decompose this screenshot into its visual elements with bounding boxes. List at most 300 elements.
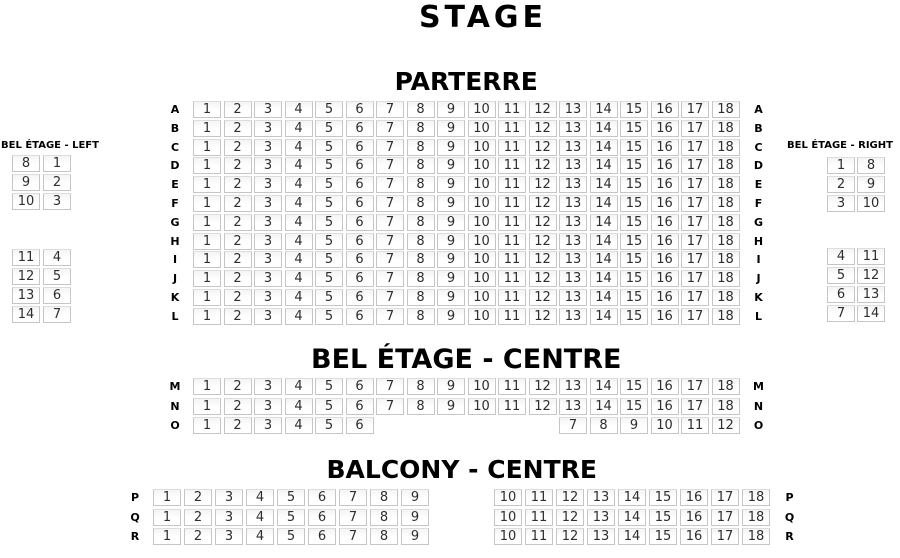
seat-q-17[interactable]: 17 (711, 509, 739, 526)
seat-m-10[interactable]: 10 (468, 378, 496, 395)
seat-n-7[interactable]: 7 (376, 398, 404, 415)
seat-r-13[interactable]: 13 (587, 528, 615, 545)
seat-n-2[interactable]: 2 (224, 398, 252, 415)
seat-a-4[interactable]: 4 (285, 101, 313, 118)
seat-m-13[interactable]: 13 (559, 378, 587, 395)
seat-p-14[interactable]: 14 (618, 489, 646, 506)
seat-r-18[interactable]: 18 (742, 528, 770, 545)
seat-n-10[interactable]: 10 (468, 398, 496, 415)
seat-m-9[interactable]: 9 (437, 378, 465, 395)
seat-i-8[interactable]: 8 (407, 251, 435, 268)
seat-q-8[interactable]: 8 (370, 509, 398, 526)
seat-q-2[interactable]: 2 (184, 509, 212, 526)
seat-m-6[interactable]: 6 (346, 378, 374, 395)
seat-j-8[interactable]: 8 (407, 270, 435, 287)
seat-q-16[interactable]: 16 (680, 509, 708, 526)
seat-b-15[interactable]: 15 (620, 120, 648, 137)
seat-k-5[interactable]: 5 (315, 289, 343, 306)
seat-k-3[interactable]: 3 (254, 289, 282, 306)
seat-o-5[interactable]: 5 (315, 417, 343, 434)
seat-m-2[interactable]: 2 (224, 378, 252, 395)
seat-j-15[interactable]: 15 (620, 270, 648, 287)
seat-b-17[interactable]: 17 (681, 120, 709, 137)
seat-o-7[interactable]: 7 (559, 417, 587, 434)
seat-r-8[interactable]: 8 (370, 528, 398, 545)
seat-n-9[interactable]: 9 (437, 398, 465, 415)
seat-b-2[interactable]: 2 (224, 120, 252, 137)
seat-p-16[interactable]: 16 (680, 489, 708, 506)
seat-p-12[interactable]: 12 (556, 489, 584, 506)
seat-p-2[interactable]: 2 (184, 489, 212, 506)
seat-m-14[interactable]: 14 (590, 378, 618, 395)
seat-m-5[interactable]: 5 (315, 378, 343, 395)
seat-side-right-7[interactable]: 7 (827, 305, 855, 322)
seat-r-5[interactable]: 5 (277, 528, 305, 545)
seat-e-9[interactable]: 9 (437, 176, 465, 193)
seat-a-9[interactable]: 9 (437, 101, 465, 118)
seat-n-4[interactable]: 4 (285, 398, 313, 415)
seat-i-11[interactable]: 11 (498, 251, 526, 268)
seat-side-left-8[interactable]: 8 (12, 155, 40, 172)
seat-j-4[interactable]: 4 (285, 270, 313, 287)
seat-j-1[interactable]: 1 (193, 270, 221, 287)
seat-d-15[interactable]: 15 (620, 157, 648, 174)
seat-f-17[interactable]: 17 (681, 195, 709, 212)
seat-o-9[interactable]: 9 (620, 417, 648, 434)
seat-h-5[interactable]: 5 (315, 233, 343, 250)
seat-h-6[interactable]: 6 (346, 233, 374, 250)
seat-h-16[interactable]: 16 (651, 233, 679, 250)
seat-j-3[interactable]: 3 (254, 270, 282, 287)
seat-f-11[interactable]: 11 (498, 195, 526, 212)
seat-c-16[interactable]: 16 (651, 139, 679, 156)
seat-b-5[interactable]: 5 (315, 120, 343, 137)
seat-c-13[interactable]: 13 (559, 139, 587, 156)
seat-a-8[interactable]: 8 (407, 101, 435, 118)
seat-j-6[interactable]: 6 (346, 270, 374, 287)
seat-i-17[interactable]: 17 (681, 251, 709, 268)
seat-e-5[interactable]: 5 (315, 176, 343, 193)
seat-h-17[interactable]: 17 (681, 233, 709, 250)
seat-c-7[interactable]: 7 (376, 139, 404, 156)
seat-e-10[interactable]: 10 (468, 176, 496, 193)
seat-j-13[interactable]: 13 (559, 270, 587, 287)
seat-r-12[interactable]: 12 (556, 528, 584, 545)
seat-i-18[interactable]: 18 (712, 251, 740, 268)
seat-f-8[interactable]: 8 (407, 195, 435, 212)
seat-d-4[interactable]: 4 (285, 157, 313, 174)
seat-e-16[interactable]: 16 (651, 176, 679, 193)
seat-n-3[interactable]: 3 (254, 398, 282, 415)
seat-i-9[interactable]: 9 (437, 251, 465, 268)
seat-h-11[interactable]: 11 (498, 233, 526, 250)
seat-side-right-10[interactable]: 10 (857, 195, 885, 212)
seat-a-18[interactable]: 18 (712, 101, 740, 118)
seat-n-15[interactable]: 15 (620, 398, 648, 415)
seat-g-2[interactable]: 2 (224, 214, 252, 231)
seat-f-5[interactable]: 5 (315, 195, 343, 212)
seat-q-15[interactable]: 15 (649, 509, 677, 526)
seat-a-2[interactable]: 2 (224, 101, 252, 118)
seat-d-13[interactable]: 13 (559, 157, 587, 174)
seat-p-5[interactable]: 5 (277, 489, 305, 506)
seat-l-17[interactable]: 17 (681, 308, 709, 325)
seat-b-6[interactable]: 6 (346, 120, 374, 137)
seat-l-7[interactable]: 7 (376, 308, 404, 325)
seat-side-right-9[interactable]: 9 (857, 176, 885, 193)
seat-n-14[interactable]: 14 (590, 398, 618, 415)
seat-q-14[interactable]: 14 (618, 509, 646, 526)
seat-j-7[interactable]: 7 (376, 270, 404, 287)
seat-f-15[interactable]: 15 (620, 195, 648, 212)
seat-l-3[interactable]: 3 (254, 308, 282, 325)
seat-a-16[interactable]: 16 (651, 101, 679, 118)
seat-r-15[interactable]: 15 (649, 528, 677, 545)
seat-m-15[interactable]: 15 (620, 378, 648, 395)
seat-p-15[interactable]: 15 (649, 489, 677, 506)
seat-g-14[interactable]: 14 (590, 214, 618, 231)
seat-k-1[interactable]: 1 (193, 289, 221, 306)
seat-g-12[interactable]: 12 (529, 214, 557, 231)
seat-a-15[interactable]: 15 (620, 101, 648, 118)
seat-g-4[interactable]: 4 (285, 214, 313, 231)
seat-f-12[interactable]: 12 (529, 195, 557, 212)
seat-k-9[interactable]: 9 (437, 289, 465, 306)
seat-g-13[interactable]: 13 (559, 214, 587, 231)
seat-k-8[interactable]: 8 (407, 289, 435, 306)
seat-side-left-10[interactable]: 10 (12, 193, 40, 210)
seat-o-4[interactable]: 4 (285, 417, 313, 434)
seat-l-15[interactable]: 15 (620, 308, 648, 325)
seat-l-5[interactable]: 5 (315, 308, 343, 325)
seat-r-10[interactable]: 10 (494, 528, 522, 545)
seat-d-2[interactable]: 2 (224, 157, 252, 174)
seat-g-9[interactable]: 9 (437, 214, 465, 231)
seat-r-14[interactable]: 14 (618, 528, 646, 545)
seat-e-15[interactable]: 15 (620, 176, 648, 193)
seat-q-12[interactable]: 12 (556, 509, 584, 526)
seat-o-10[interactable]: 10 (651, 417, 679, 434)
seat-q-10[interactable]: 10 (494, 509, 522, 526)
seat-i-5[interactable]: 5 (315, 251, 343, 268)
seat-d-12[interactable]: 12 (529, 157, 557, 174)
seat-b-13[interactable]: 13 (559, 120, 587, 137)
seat-side-right-8[interactable]: 8 (857, 157, 885, 174)
seat-c-18[interactable]: 18 (712, 139, 740, 156)
seat-n-8[interactable]: 8 (407, 398, 435, 415)
seat-c-6[interactable]: 6 (346, 139, 374, 156)
seat-h-13[interactable]: 13 (559, 233, 587, 250)
seat-e-8[interactable]: 8 (407, 176, 435, 193)
seat-j-16[interactable]: 16 (651, 270, 679, 287)
seat-e-18[interactable]: 18 (712, 176, 740, 193)
seat-l-12[interactable]: 12 (529, 308, 557, 325)
seat-q-9[interactable]: 9 (401, 509, 429, 526)
seat-j-9[interactable]: 9 (437, 270, 465, 287)
seat-e-1[interactable]: 1 (193, 176, 221, 193)
seat-a-13[interactable]: 13 (559, 101, 587, 118)
seat-g-11[interactable]: 11 (498, 214, 526, 231)
seat-p-10[interactable]: 10 (494, 489, 522, 506)
seat-side-right-5[interactable]: 5 (827, 267, 855, 284)
seat-c-12[interactable]: 12 (529, 139, 557, 156)
seat-j-12[interactable]: 12 (529, 270, 557, 287)
seat-k-7[interactable]: 7 (376, 289, 404, 306)
seat-a-17[interactable]: 17 (681, 101, 709, 118)
seat-r-9[interactable]: 9 (401, 528, 429, 545)
seat-b-9[interactable]: 9 (437, 120, 465, 137)
seat-i-10[interactable]: 10 (468, 251, 496, 268)
seat-d-10[interactable]: 10 (468, 157, 496, 174)
seat-l-11[interactable]: 11 (498, 308, 526, 325)
seat-c-8[interactable]: 8 (407, 139, 435, 156)
seat-f-14[interactable]: 14 (590, 195, 618, 212)
seat-i-1[interactable]: 1 (193, 251, 221, 268)
seat-side-left-2[interactable]: 2 (43, 174, 71, 191)
seat-side-left-1[interactable]: 1 (43, 155, 71, 172)
seat-k-14[interactable]: 14 (590, 289, 618, 306)
seat-j-11[interactable]: 11 (498, 270, 526, 287)
seat-g-10[interactable]: 10 (468, 214, 496, 231)
seat-l-1[interactable]: 1 (193, 308, 221, 325)
seat-d-9[interactable]: 9 (437, 157, 465, 174)
seat-h-10[interactable]: 10 (468, 233, 496, 250)
seat-n-11[interactable]: 11 (498, 398, 526, 415)
seat-g-3[interactable]: 3 (254, 214, 282, 231)
seat-l-13[interactable]: 13 (559, 308, 587, 325)
seat-j-14[interactable]: 14 (590, 270, 618, 287)
seat-m-4[interactable]: 4 (285, 378, 313, 395)
seat-f-13[interactable]: 13 (559, 195, 587, 212)
seat-e-12[interactable]: 12 (529, 176, 557, 193)
seat-k-12[interactable]: 12 (529, 289, 557, 306)
seat-r-7[interactable]: 7 (339, 528, 367, 545)
seat-l-4[interactable]: 4 (285, 308, 313, 325)
seat-side-left-14[interactable]: 14 (12, 306, 40, 323)
seat-o-8[interactable]: 8 (590, 417, 618, 434)
seat-m-11[interactable]: 11 (498, 378, 526, 395)
seat-i-2[interactable]: 2 (224, 251, 252, 268)
seat-o-12[interactable]: 12 (712, 417, 740, 434)
seat-i-16[interactable]: 16 (651, 251, 679, 268)
seat-n-16[interactable]: 16 (651, 398, 679, 415)
seat-r-17[interactable]: 17 (711, 528, 739, 545)
seat-h-2[interactable]: 2 (224, 233, 252, 250)
seat-i-6[interactable]: 6 (346, 251, 374, 268)
seat-b-12[interactable]: 12 (529, 120, 557, 137)
seat-c-5[interactable]: 5 (315, 139, 343, 156)
seat-m-7[interactable]: 7 (376, 378, 404, 395)
seat-a-14[interactable]: 14 (590, 101, 618, 118)
seat-b-11[interactable]: 11 (498, 120, 526, 137)
seat-p-6[interactable]: 6 (308, 489, 336, 506)
seat-d-17[interactable]: 17 (681, 157, 709, 174)
seat-b-16[interactable]: 16 (651, 120, 679, 137)
seat-b-7[interactable]: 7 (376, 120, 404, 137)
seat-f-2[interactable]: 2 (224, 195, 252, 212)
seat-f-1[interactable]: 1 (193, 195, 221, 212)
seat-b-14[interactable]: 14 (590, 120, 618, 137)
seat-f-4[interactable]: 4 (285, 195, 313, 212)
seat-e-4[interactable]: 4 (285, 176, 313, 193)
seat-q-5[interactable]: 5 (277, 509, 305, 526)
seat-l-10[interactable]: 10 (468, 308, 496, 325)
seat-g-18[interactable]: 18 (712, 214, 740, 231)
seat-d-3[interactable]: 3 (254, 157, 282, 174)
seat-side-left-11[interactable]: 11 (12, 249, 40, 266)
seat-n-12[interactable]: 12 (529, 398, 557, 415)
seat-b-10[interactable]: 10 (468, 120, 496, 137)
seat-d-5[interactable]: 5 (315, 157, 343, 174)
seat-a-7[interactable]: 7 (376, 101, 404, 118)
seat-k-4[interactable]: 4 (285, 289, 313, 306)
seat-k-11[interactable]: 11 (498, 289, 526, 306)
seat-f-18[interactable]: 18 (712, 195, 740, 212)
seat-k-10[interactable]: 10 (468, 289, 496, 306)
seat-j-17[interactable]: 17 (681, 270, 709, 287)
seat-c-15[interactable]: 15 (620, 139, 648, 156)
seat-o-1[interactable]: 1 (193, 417, 221, 434)
seat-side-left-7[interactable]: 7 (43, 306, 71, 323)
seat-c-10[interactable]: 10 (468, 139, 496, 156)
seat-f-9[interactable]: 9 (437, 195, 465, 212)
seat-i-13[interactable]: 13 (559, 251, 587, 268)
seat-d-1[interactable]: 1 (193, 157, 221, 174)
seat-f-6[interactable]: 6 (346, 195, 374, 212)
seat-side-right-1[interactable]: 1 (827, 157, 855, 174)
seat-n-1[interactable]: 1 (193, 398, 221, 415)
seat-g-8[interactable]: 8 (407, 214, 435, 231)
seat-i-15[interactable]: 15 (620, 251, 648, 268)
seat-side-left-5[interactable]: 5 (43, 268, 71, 285)
seat-j-10[interactable]: 10 (468, 270, 496, 287)
seat-p-9[interactable]: 9 (401, 489, 429, 506)
seat-h-15[interactable]: 15 (620, 233, 648, 250)
seat-k-17[interactable]: 17 (681, 289, 709, 306)
seat-f-7[interactable]: 7 (376, 195, 404, 212)
seat-d-8[interactable]: 8 (407, 157, 435, 174)
seat-b-4[interactable]: 4 (285, 120, 313, 137)
seat-h-18[interactable]: 18 (712, 233, 740, 250)
seat-e-13[interactable]: 13 (559, 176, 587, 193)
seat-p-13[interactable]: 13 (587, 489, 615, 506)
seat-c-1[interactable]: 1 (193, 139, 221, 156)
seat-side-right-12[interactable]: 12 (857, 267, 885, 284)
seat-c-14[interactable]: 14 (590, 139, 618, 156)
seat-n-17[interactable]: 17 (681, 398, 709, 415)
seat-h-8[interactable]: 8 (407, 233, 435, 250)
seat-p-7[interactable]: 7 (339, 489, 367, 506)
seat-r-16[interactable]: 16 (680, 528, 708, 545)
seat-d-14[interactable]: 14 (590, 157, 618, 174)
seat-m-12[interactable]: 12 (529, 378, 557, 395)
seat-h-14[interactable]: 14 (590, 233, 618, 250)
seat-r-2[interactable]: 2 (184, 528, 212, 545)
seat-b-1[interactable]: 1 (193, 120, 221, 137)
seat-r-11[interactable]: 11 (525, 528, 553, 545)
seat-q-3[interactable]: 3 (215, 509, 243, 526)
seat-g-1[interactable]: 1 (193, 214, 221, 231)
seat-r-3[interactable]: 3 (215, 528, 243, 545)
seat-b-8[interactable]: 8 (407, 120, 435, 137)
seat-a-5[interactable]: 5 (315, 101, 343, 118)
seat-d-16[interactable]: 16 (651, 157, 679, 174)
seat-o-11[interactable]: 11 (681, 417, 709, 434)
seat-side-right-11[interactable]: 11 (857, 248, 885, 265)
seat-j-2[interactable]: 2 (224, 270, 252, 287)
seat-l-9[interactable]: 9 (437, 308, 465, 325)
seat-j-18[interactable]: 18 (712, 270, 740, 287)
seat-k-13[interactable]: 13 (559, 289, 587, 306)
seat-side-right-3[interactable]: 3 (827, 195, 855, 212)
seat-g-5[interactable]: 5 (315, 214, 343, 231)
seat-q-6[interactable]: 6 (308, 509, 336, 526)
seat-c-11[interactable]: 11 (498, 139, 526, 156)
seat-side-left-13[interactable]: 13 (12, 287, 40, 304)
seat-f-10[interactable]: 10 (468, 195, 496, 212)
seat-b-3[interactable]: 3 (254, 120, 282, 137)
seat-j-5[interactable]: 5 (315, 270, 343, 287)
seat-h-1[interactable]: 1 (193, 233, 221, 250)
seat-side-right-13[interactable]: 13 (857, 286, 885, 303)
seat-r-1[interactable]: 1 (153, 528, 181, 545)
seat-side-right-2[interactable]: 2 (827, 176, 855, 193)
seat-p-3[interactable]: 3 (215, 489, 243, 506)
seat-k-15[interactable]: 15 (620, 289, 648, 306)
seat-g-7[interactable]: 7 (376, 214, 404, 231)
seat-e-6[interactable]: 6 (346, 176, 374, 193)
seat-o-2[interactable]: 2 (224, 417, 252, 434)
seat-p-11[interactable]: 11 (525, 489, 553, 506)
seat-a-12[interactable]: 12 (529, 101, 557, 118)
seat-g-6[interactable]: 6 (346, 214, 374, 231)
seat-a-1[interactable]: 1 (193, 101, 221, 118)
seat-e-3[interactable]: 3 (254, 176, 282, 193)
seat-i-3[interactable]: 3 (254, 251, 282, 268)
seat-n-5[interactable]: 5 (315, 398, 343, 415)
seat-h-4[interactable]: 4 (285, 233, 313, 250)
seat-c-17[interactable]: 17 (681, 139, 709, 156)
seat-c-2[interactable]: 2 (224, 139, 252, 156)
seat-i-12[interactable]: 12 (529, 251, 557, 268)
seat-k-6[interactable]: 6 (346, 289, 374, 306)
seat-m-17[interactable]: 17 (681, 378, 709, 395)
seat-q-13[interactable]: 13 (587, 509, 615, 526)
seat-a-11[interactable]: 11 (498, 101, 526, 118)
seat-p-17[interactable]: 17 (711, 489, 739, 506)
seat-h-12[interactable]: 12 (529, 233, 557, 250)
seat-a-3[interactable]: 3 (254, 101, 282, 118)
seat-side-left-6[interactable]: 6 (43, 287, 71, 304)
seat-r-6[interactable]: 6 (308, 528, 336, 545)
seat-g-16[interactable]: 16 (651, 214, 679, 231)
seat-side-left-4[interactable]: 4 (43, 249, 71, 266)
seat-d-11[interactable]: 11 (498, 157, 526, 174)
seat-q-11[interactable]: 11 (525, 509, 553, 526)
seat-m-3[interactable]: 3 (254, 378, 282, 395)
seat-p-1[interactable]: 1 (153, 489, 181, 506)
seat-d-7[interactable]: 7 (376, 157, 404, 174)
seat-e-11[interactable]: 11 (498, 176, 526, 193)
seat-l-14[interactable]: 14 (590, 308, 618, 325)
seat-side-left-9[interactable]: 9 (12, 174, 40, 191)
seat-q-4[interactable]: 4 (246, 509, 274, 526)
seat-r-4[interactable]: 4 (246, 528, 274, 545)
seat-f-16[interactable]: 16 (651, 195, 679, 212)
seat-side-left-3[interactable]: 3 (43, 193, 71, 210)
seat-g-17[interactable]: 17 (681, 214, 709, 231)
seat-e-2[interactable]: 2 (224, 176, 252, 193)
